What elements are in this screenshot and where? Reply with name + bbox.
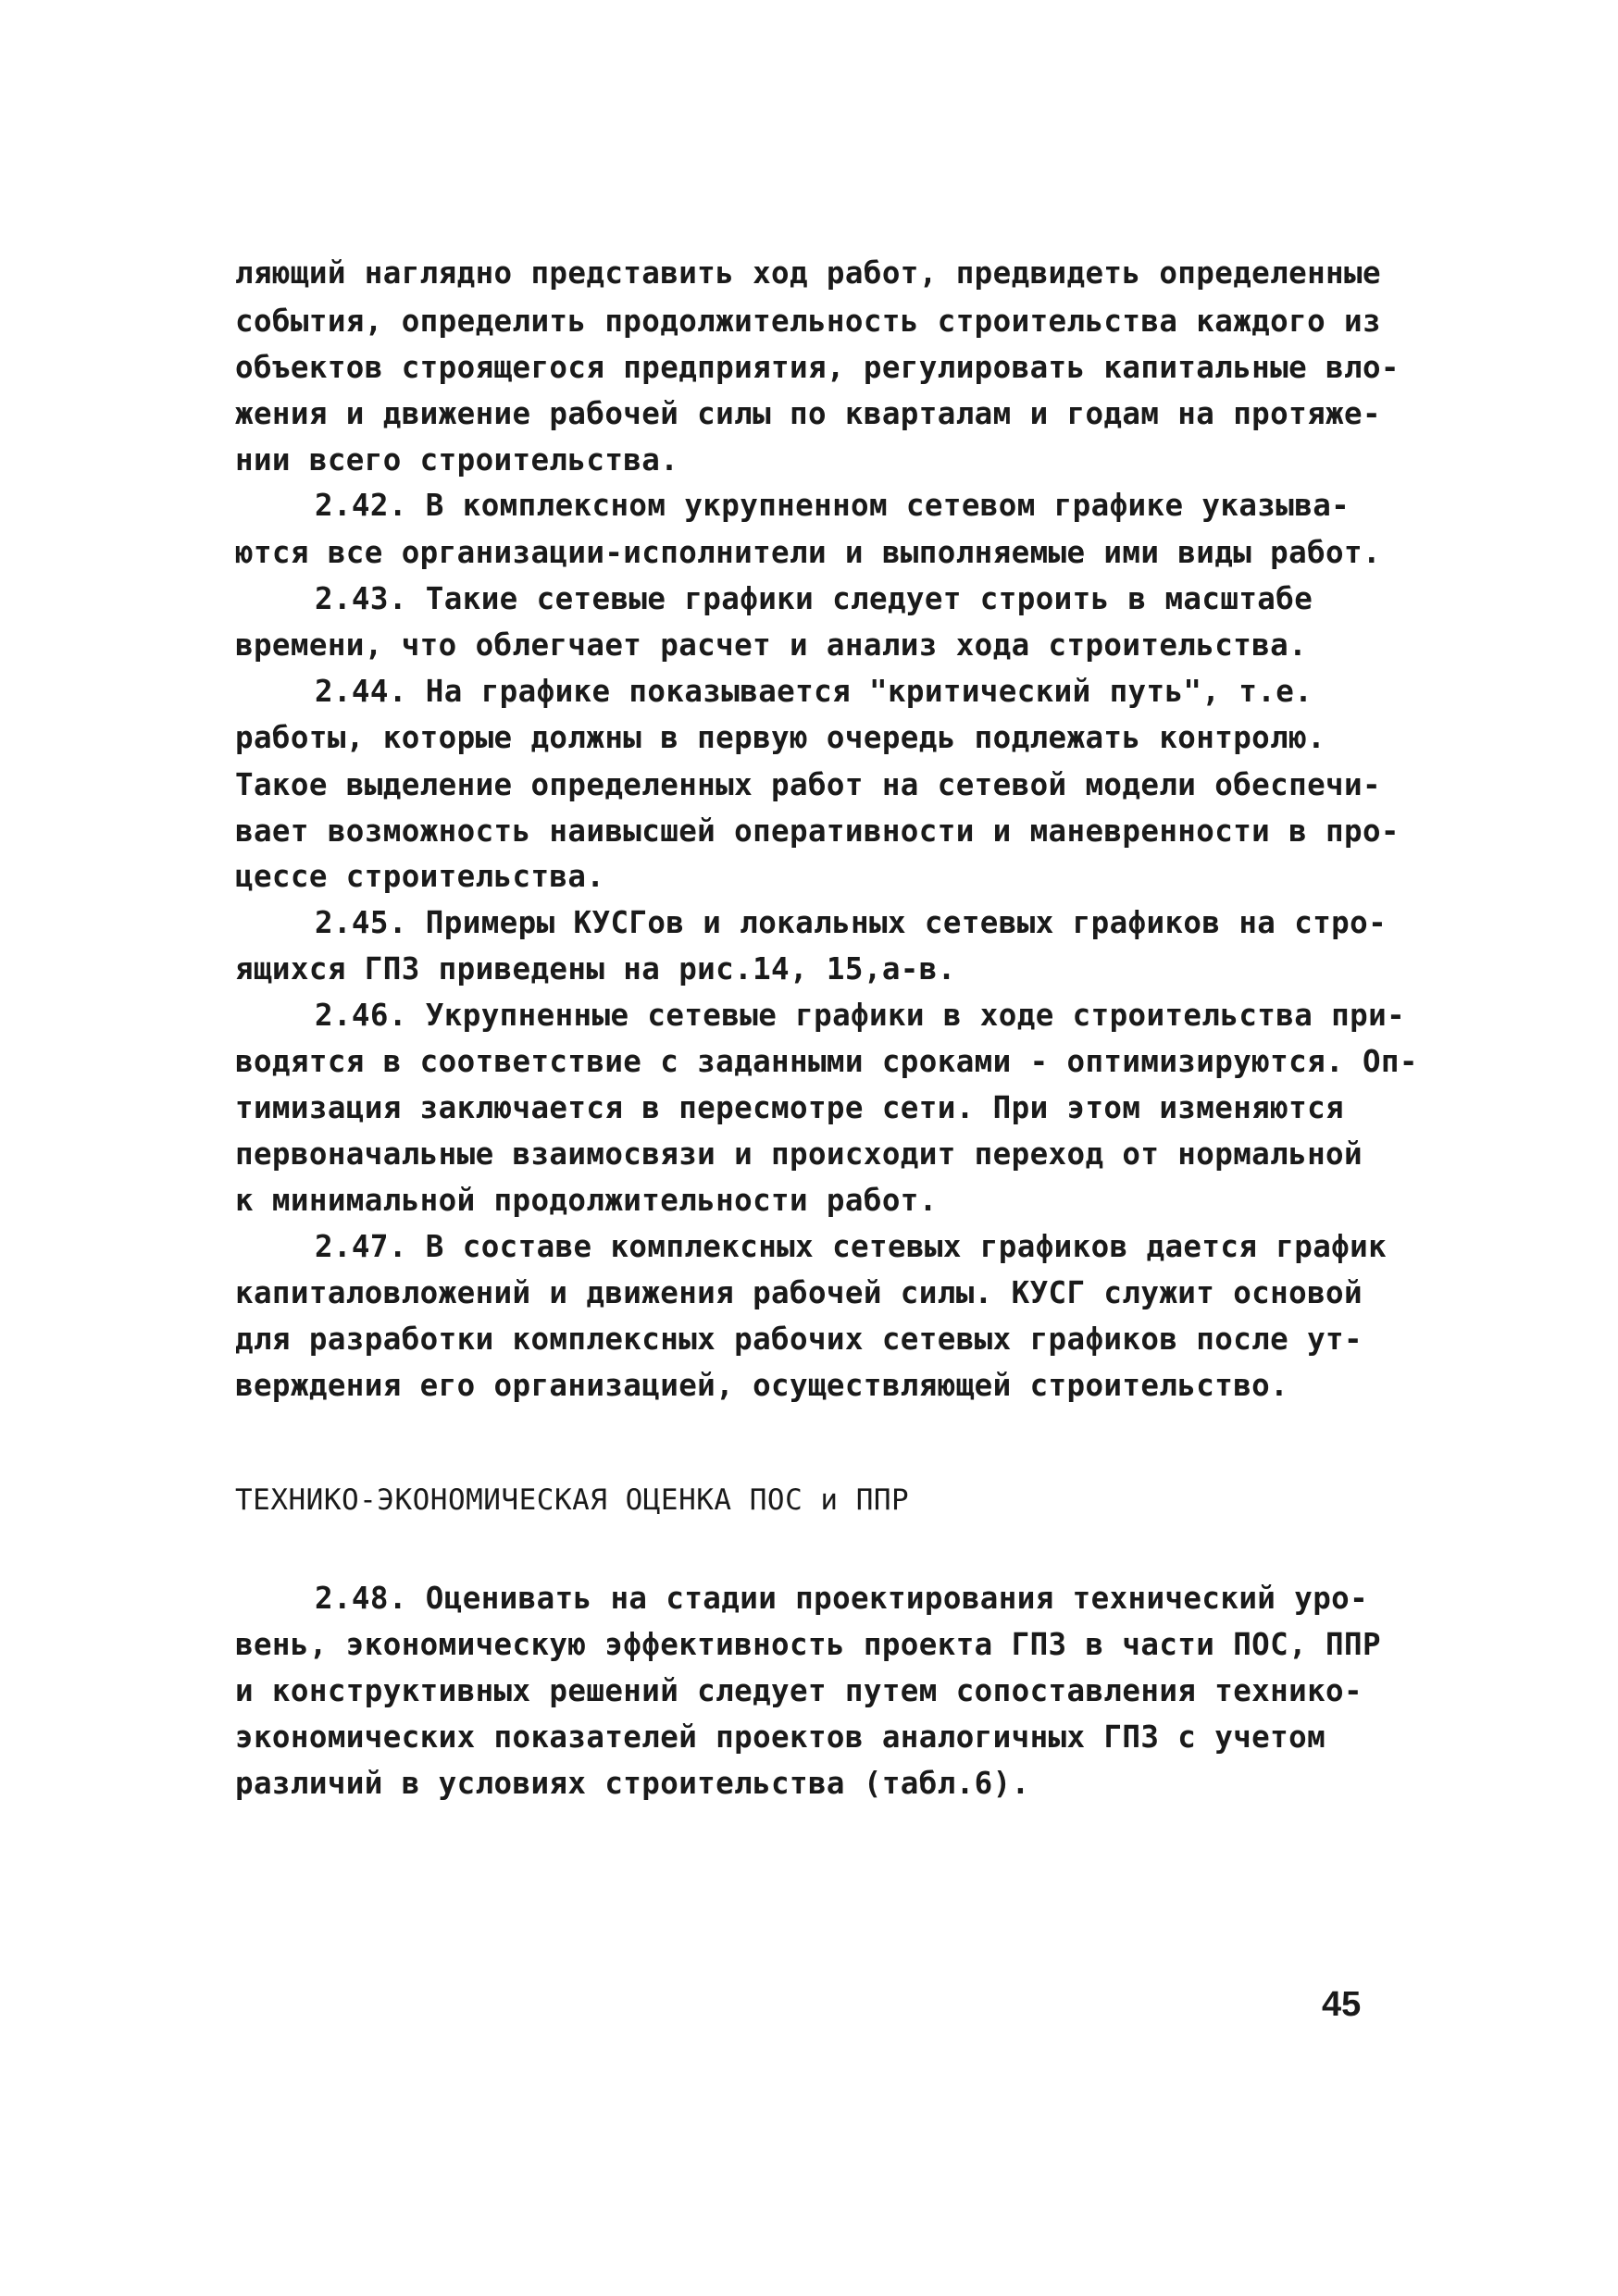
text-line: цессе строительства. xyxy=(235,859,605,894)
paragraph-2-46: 2.46. Укрупненные сетевые графики в ходе строительства при- xyxy=(315,998,1406,1033)
section-heading: ТЕХНИКО-ЭКОНОМИЧЕСКАЯ ОЦЕНКА ПОС и ППР xyxy=(235,1483,910,1517)
paragraph-2-44: 2.44. На графике показывается "критический путь", т.е. xyxy=(315,674,1313,709)
text-line: объектов строящегося предприятия, регулировать капитальные вло- xyxy=(235,350,1400,385)
text-line: капиталовложений и движения рабочей силы. КУСГ служит основой xyxy=(235,1275,1363,1310)
text-line: различий в условиях строительства (табл.6). xyxy=(235,1766,1030,1801)
text-line: к минимальной продолжительности работ. xyxy=(235,1183,938,1218)
text-line: ляющий наглядно представить ход работ, предвидеть определенные xyxy=(235,255,1381,291)
text-line: верждения его организацией, осуществляющей строительство. xyxy=(235,1368,1289,1403)
page-number: 45 xyxy=(1322,1985,1362,2024)
paragraph-2-48: 2.48. Оценивать на стадии проектирования технический уро- xyxy=(315,1581,1369,1616)
text-line: тимизация заключается в пересмотре сети. При этом изменяются xyxy=(235,1090,1344,1125)
paragraph-2-42: 2.42. В комплексном укрупненном сетевом графике указыва- xyxy=(315,488,1350,523)
text-line: ются все организации-исполнители и выполняемые ими виды работ. xyxy=(235,535,1381,570)
paragraph-2-43: 2.43. Такие сетевые графики следует строить в масштабе xyxy=(315,581,1313,616)
text-line: работы, которые должны в первую очередь подлежать контролю. xyxy=(235,720,1326,755)
text-line: экономических показателей проектов аналогичных ГПЗ с учетом xyxy=(235,1719,1326,1755)
text-line: вень, экономическую эффективность проекта ГПЗ в части ПОС, ППР xyxy=(235,1627,1381,1662)
text-line: нии всего строительства. xyxy=(235,442,679,478)
text-line: первоначальные взаимосвязи и происходит переход от нормальной xyxy=(235,1136,1363,1172)
text-line: и конструктивных решений следует путем сопоставления технико- xyxy=(235,1673,1363,1708)
text-line: события, определить продолжительность строительства каждого из xyxy=(235,304,1381,339)
text-line: водятся в соответствие с заданными сроками - оптимизируются. Оп- xyxy=(235,1044,1418,1079)
paragraph-2-47: 2.47. В составе комплексных сетевых графиков дается график xyxy=(315,1229,1388,1264)
paragraph-2-45: 2.45. Примеры КУСГов и локальных сетевых графиков на стро- xyxy=(315,905,1388,940)
text-line: вает возможность наивысшей оперативности и маневренности в про- xyxy=(235,813,1400,849)
text-line: Такое выделение определенных работ на сетевой модели обеспечи- xyxy=(235,767,1381,802)
text-line: времени, что облегчает расчет и анализ хода строительства. xyxy=(235,627,1308,663)
text-line: жения и движение рабочей силы по кварталам и годам на протяже- xyxy=(235,396,1381,431)
text-line: ящихся ГПЗ приведены на рис.14, 15,а-в. xyxy=(235,951,956,987)
text-line: для разработки комплексных рабочих сетевых графиков после ут- xyxy=(235,1322,1363,1357)
